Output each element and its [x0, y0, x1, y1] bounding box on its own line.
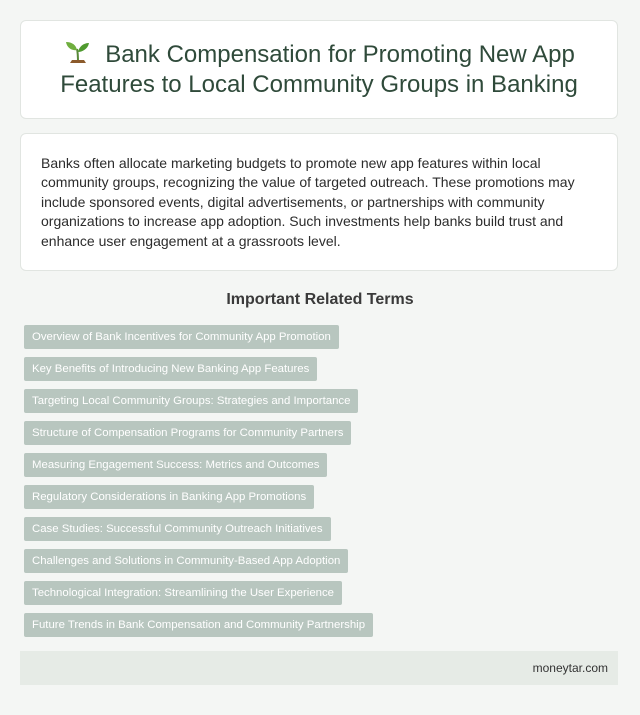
related-terms-list: [24, 325, 618, 645]
intro-card: [20, 133, 618, 271]
seedling-icon: [63, 39, 93, 65]
related-term-link[interactable]: Technological Integration: Streamlining the User Experience: [24, 581, 342, 605]
related-term-link[interactable]: Structure of Compensation Programs for Community Partners: [24, 421, 351, 445]
footer-site-link[interactable]: moneytar.com: [532, 661, 608, 675]
intro-text: Banks often allocate marketing budgets to promote new app features within local community groups, recognizing the value of targeted outreach. These promotions may include sponsored events, digital advertisements, or partnerships with community organizations to increase app adoption. Such investments help banks build trust and enhance user engagement at a grassroots level.: [41, 155, 575, 249]
related-term-link[interactable]: Targeting Local Community Groups: Strategies and Importance: [24, 389, 358, 413]
related-term-link[interactable]: Challenges and Solutions in Community-Based App Adoption: [24, 549, 348, 573]
page-title-text: Bank Compensation for Promoting New App Features to Local Community Groups in Banking: [60, 41, 578, 98]
related-term-link[interactable]: Regulatory Considerations in Banking App Promotions: [24, 485, 314, 509]
related-term-link[interactable]: Case Studies: Successful Community Outreach Initiatives: [24, 517, 331, 541]
related-term-link[interactable]: Measuring Engagement Success: Metrics and Outcomes: [24, 453, 327, 477]
related-term-link[interactable]: Future Trends in Bank Compensation and Community Partnership: [24, 613, 373, 637]
footer-bar: [20, 651, 618, 685]
related-term-link[interactable]: Key Benefits of Introducing New Banking App Features: [24, 357, 317, 381]
page-title: [49, 39, 589, 100]
related-term-link[interactable]: Overview of Bank Incentives for Community App Promotion: [24, 325, 339, 349]
related-terms-heading: Important Related Terms: [226, 291, 414, 308]
title-card: [20, 20, 618, 119]
